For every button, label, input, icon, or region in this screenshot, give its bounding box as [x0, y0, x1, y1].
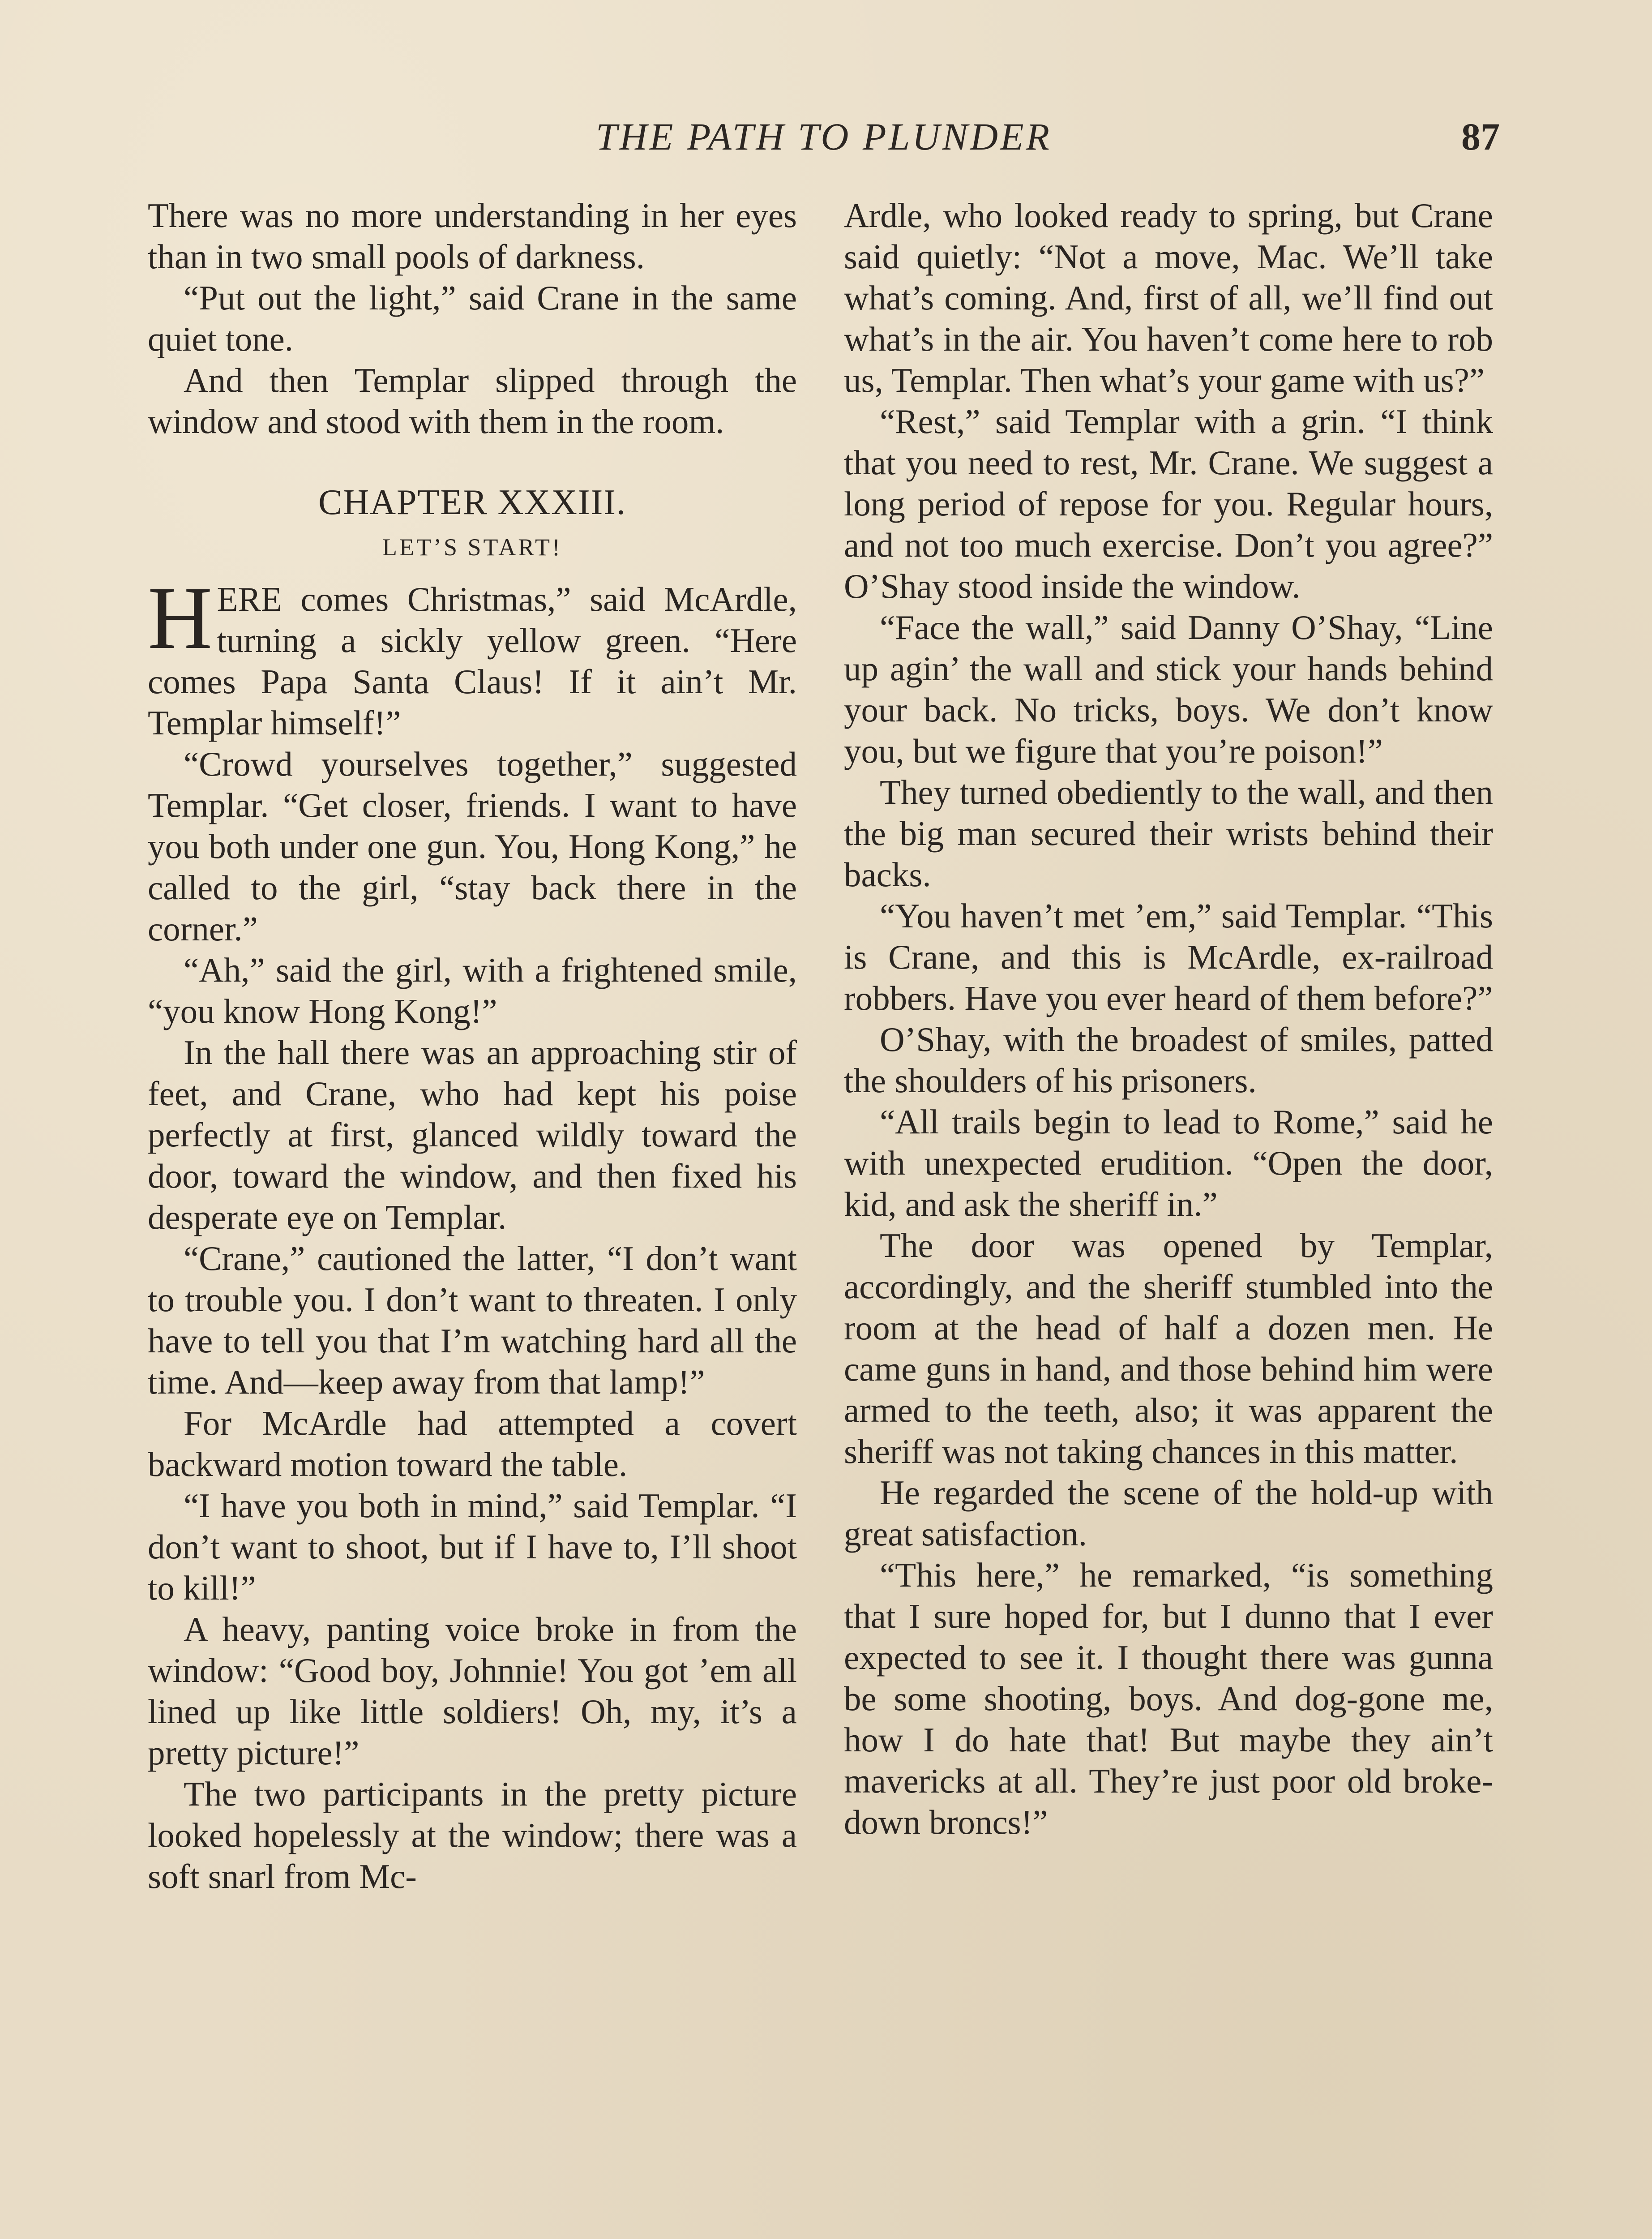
paragraph: And then Templar slipped through the window and stood with them in the room. [148, 361, 797, 441]
page-number: 87 [1461, 115, 1500, 158]
drop-cap: H [148, 569, 213, 668]
chapter-opening-paragraph [148, 569, 797, 743]
paragraph: “I have you both in mind,” said Templar. “I don’t want to shoot, but if I have to, I’ll shoot to kill!” [148, 1486, 797, 1607]
paragraph: A heavy, panting voice broke in from the window: “Good boy, Johnnie! You got ’em all lined up like little soldiers! Oh, my, it’s a pretty picture!” [148, 1610, 797, 1772]
paragraph: “All trails begin to lead to Rome,” said he with unexpected erudition. “Open the door, kid, and ask the sheriff in.” [844, 1102, 1493, 1223]
paragraph: “Rest,” said Templar with a grin. “I think that you need to rest, Mr. Crane. We suggest a long period of repose for you. Regular hours, and not too much exercise. Don’t you agree?” O’Shay stood inside the window. [844, 402, 1493, 605]
paragraph: “Put out the light,” said Crane in the same quiet tone. [148, 279, 797, 358]
paragraph: “This here,” he remarked, “is something that I sure hoped for, but I dunno that I ever expected to see it. I thought there was gunna be some shooting, boys. And dog-gone me, how I do hate that! But maybe they ain’t mavericks at all. They’re just poor old broke-down broncs!” [844, 1556, 1493, 1841]
paragraph: “Crane,” cautioned the latter, “I don’t want to trouble you. I don’t want to threaten. I only have to tell you that I’m watching hard all the time. And—keep away from that lamp!” [148, 1239, 797, 1401]
running-title: THE PATH TO PLUNDER [595, 115, 1052, 158]
paragraph: They turned obediently to the wall, and then the big man secured their wrists behind their backs. [844, 773, 1493, 894]
paragraph: “Crowd yourselves together,” suggested Templar. “Get closer, friends. I want to have you both under one gun. You, Hong Kong,” he called to the girl, “stay back there in the corner.” [148, 745, 797, 948]
page-header [148, 114, 1500, 163]
paragraph: The two participants in the pretty picture looked hopelessly at the window; there was a soft snarl from Mc- [148, 1775, 797, 1896]
paragraph: There was no more understanding in her eyes than in two small pools of darkness. [148, 196, 797, 276]
paragraph: In the hall there was an approaching stir of feet, and Crane, who had kept his poise perfectly at first, glanced wildly toward the door, toward the window, and then fixed his desperate eye on Templar. [148, 1033, 797, 1236]
paragraph: “You haven’t met ’em,” said Templar. “This is Crane, and this is McArdle, ex-railroad robbers. Have you ever heard of them before?” [844, 896, 1493, 1017]
paragraph: He regarded the scene of the hold-up with great satisfaction. [844, 1473, 1493, 1553]
chapter-subtitle: LET’S START! [382, 534, 562, 561]
paragraph: O’Shay, with the broadest of smiles, patted the shoulders of his prisoners. [844, 1020, 1493, 1100]
paragraph: “Face the wall,” said Danny O’Shay, “Line up agin’ the wall and stick your hands behind your back. No tricks, boys. We don’t know you, but we figure that you’re poison!” [844, 608, 1493, 770]
paragraph: The door was opened by Templar, accordingly, and the sheriff stumbled into the room at the head of half a dozen men. He came guns in hand, and those behind him were armed to the teeth, also; it was apparent the sheriff was not taking chances in this matter. [844, 1226, 1493, 1471]
paragraph-text: ERE comes Christmas,” said McArdle, turning a sickly yellow green. “Here comes Papa Santa Claus! If it ain’t Mr. Templar himself!” [148, 580, 797, 742]
left-column [148, 195, 797, 1897]
paragraph: For McArdle had attempted a covert backward motion toward the table. [148, 1404, 797, 1484]
paragraph: Ardle, who looked ready to spring, but Crane said quietly: “Not a move, Mac. We’ll take what’s coming. And, first of all, we’ll find out what’s in the air. You haven’t come here to rob us, Templar. Then what’s your game with us?” [844, 196, 1493, 399]
chapter-heading: CHAPTER XXXIII. [318, 483, 626, 522]
right-column [844, 195, 1493, 1843]
paragraph: “Ah,” said the girl, with a frightened smile, “you know Hong Kong!” [148, 951, 797, 1030]
